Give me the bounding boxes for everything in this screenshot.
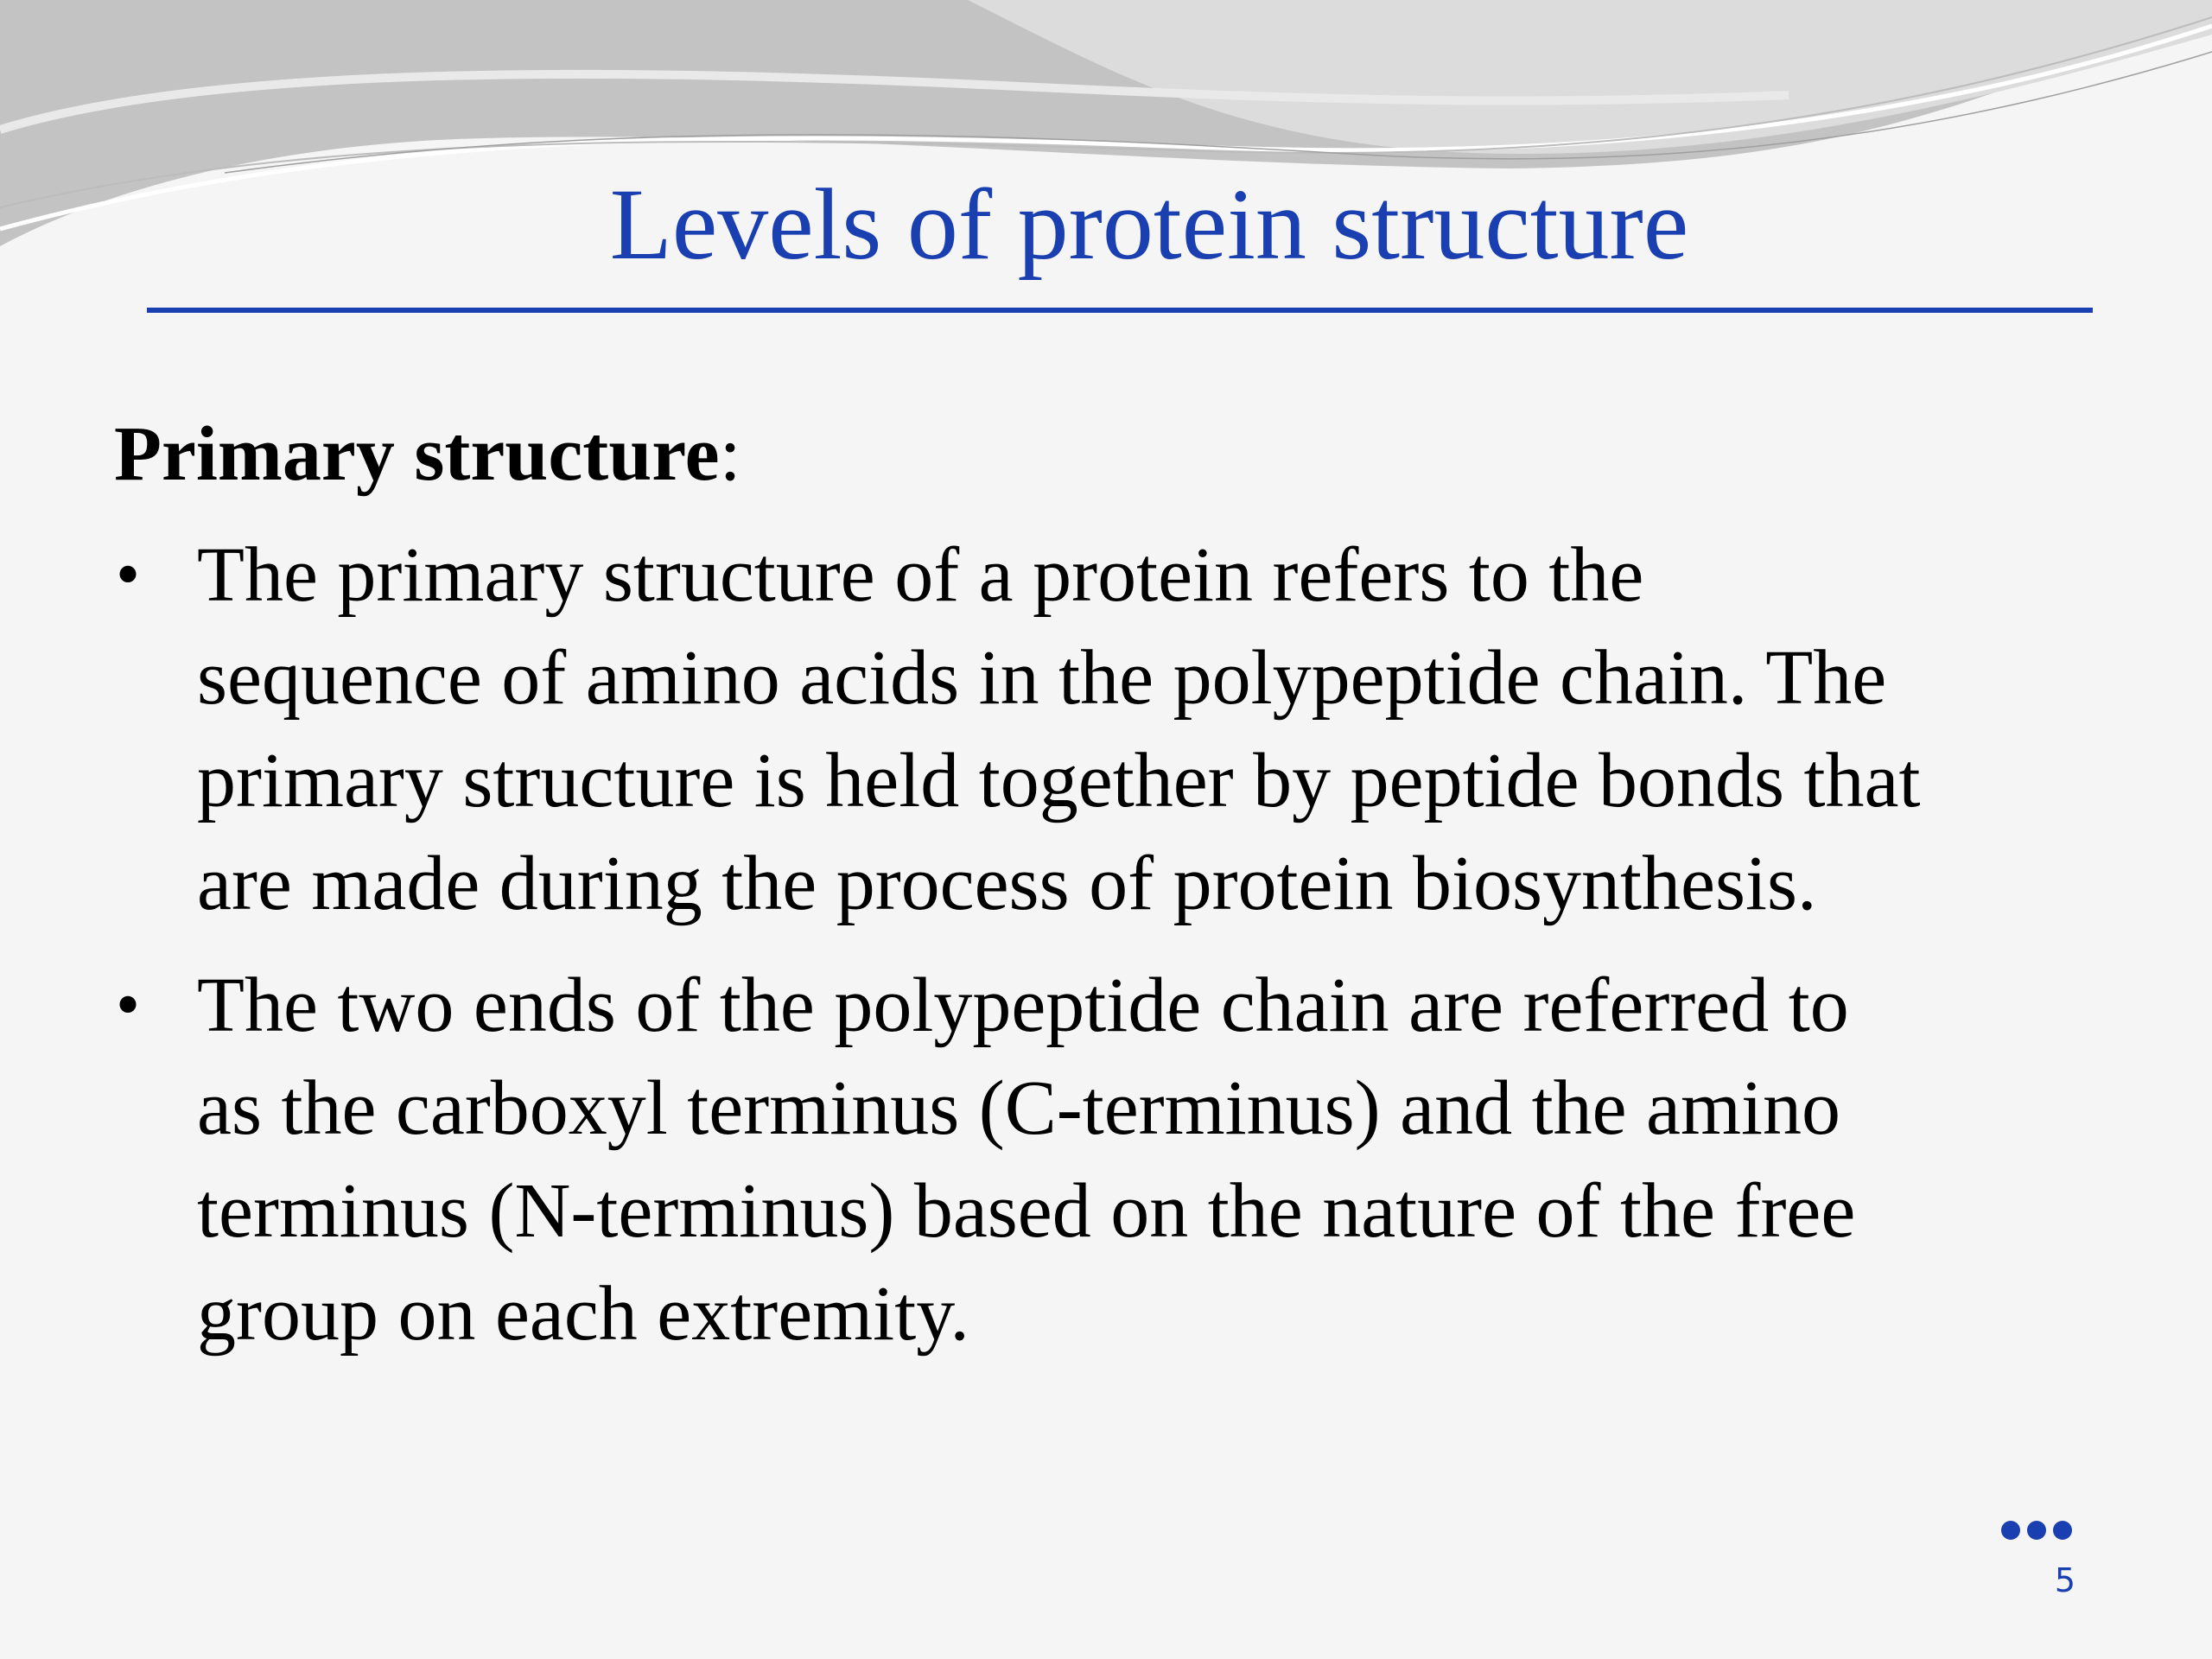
page-number: 5 — [2054, 1561, 2076, 1599]
bullet-text-line: group on each extremity. — [197, 1271, 969, 1357]
bullet-icon: • — [116, 537, 141, 613]
section-heading-colon: : — [719, 411, 741, 497]
slide-title: Levels of protein structure — [609, 168, 1689, 281]
bullet-text-line: as the carboxyl terminus (C-terminus) and the amino — [197, 1065, 1840, 1151]
bullet-text-line: sequence of amino acids in the polypeptide chain. The — [197, 635, 1887, 721]
section-heading-text: Primary structure — [114, 411, 720, 497]
slide-content — [114, 404, 2101, 1384]
title-underline — [147, 308, 2093, 313]
bullet-text-line: are made during the process of protein biosynthesis. — [197, 841, 1817, 926]
section-heading — [114, 404, 2101, 505]
bullet-item — [114, 954, 2101, 1365]
bullet-text-line: primary structure is held together by peptide bonds that — [197, 738, 1921, 823]
bullet-text-line: The two ends of the polypeptide chain are referred to — [197, 963, 1849, 1048]
ellipsis-dots-icon — [2001, 1521, 2072, 1541]
bullet-icon: • — [116, 967, 141, 1043]
bullet-text-line: The primary structure of a protein refers to the — [197, 532, 1644, 618]
bullet-text-line: terminus (N-terminus) based on the nature of the free — [197, 1168, 1856, 1254]
bullet-item — [114, 524, 2101, 935]
